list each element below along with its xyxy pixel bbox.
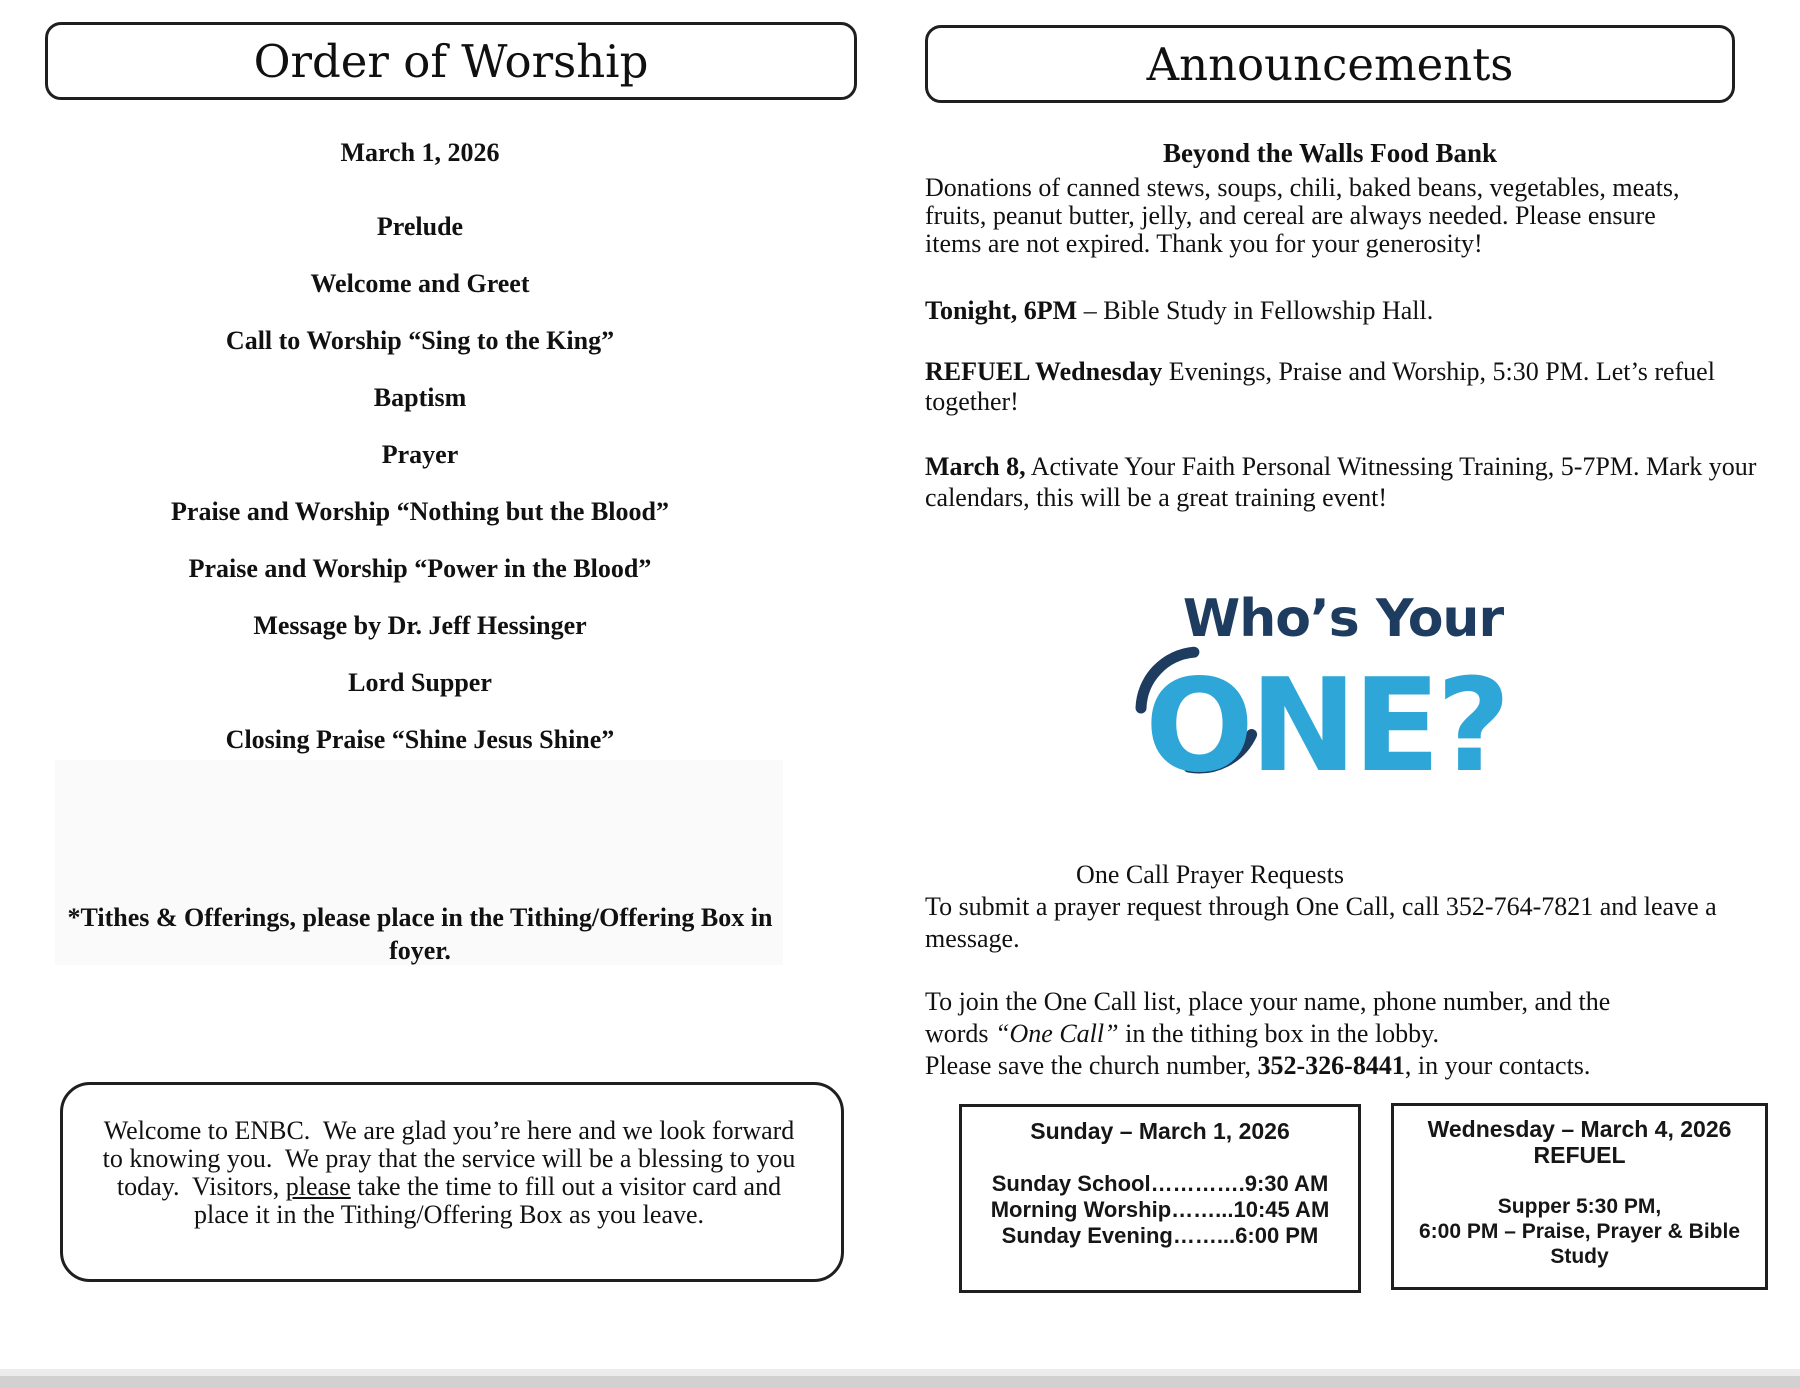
order-item: Welcome and Greet bbox=[310, 269, 530, 298]
logo-text-whos-your: Who’s Your bbox=[1182, 589, 1504, 649]
welcome-line: to knowing you. We pray that the service will be a blessing to you bbox=[102, 1144, 796, 1173]
schedule-row: Sunday Evening……...6:00 PM bbox=[1001, 1223, 1319, 1248]
order-item: Lord Supper bbox=[348, 668, 492, 697]
tonight-announcement bbox=[925, 296, 1765, 326]
schedule-row: 6:00 PM – Praise, Prayer & Bible bbox=[1419, 1220, 1740, 1243]
bottom-scrollbar-track[interactable] bbox=[0, 1376, 1800, 1388]
refuel-bold: REFUEL Wednesday bbox=[925, 357, 1163, 386]
welcome-line bbox=[70, 1173, 828, 1201]
order-item: Call to Worship “Sing to the King” bbox=[225, 326, 615, 355]
one-call-submit-paragraph: To submit a prayer request through One Call, call 352-764-7821 and leave a message. bbox=[925, 892, 1724, 953]
order-item: Message by Dr. Jeff Hessinger bbox=[253, 611, 587, 640]
wednesday-schedule-body bbox=[1394, 1194, 1765, 1269]
order-item: Prayer bbox=[381, 440, 459, 469]
wednesday-schedule-box bbox=[1391, 1103, 1768, 1290]
welcome-line: Welcome to ENBC. We are glad you’re here and we look forward bbox=[103, 1116, 795, 1145]
welcome-line3-pre: today. Visitors, bbox=[116, 1172, 286, 1201]
food-bank-line: Donations of canned stews, soups, chili, baked beans, vegetables, meats, bbox=[925, 173, 1680, 202]
order-item: Praise and Worship “Nothing but the Blood” bbox=[171, 497, 669, 526]
window-edge-highlight bbox=[0, 1369, 1800, 1376]
refuel-rest: Evenings, Praise and Worship, 5:30 PM. Let’s refuel together! bbox=[925, 357, 1722, 416]
wednesday-refuel-line: REFUEL bbox=[1533, 1142, 1626, 1168]
save-number-line bbox=[925, 1050, 1765, 1082]
tithes-note-line: foyer. bbox=[389, 936, 451, 965]
welcome-line3-post: take the time to fill out a visitor card and bbox=[350, 1172, 782, 1201]
march8-bold: March 8, bbox=[925, 452, 1026, 481]
tonight-rest: – Bible Study in Fellowship Hall. bbox=[1077, 296, 1434, 325]
refuel-announcement bbox=[925, 357, 1765, 417]
sunday-schedule-rows bbox=[962, 1171, 1358, 1249]
food-bank-paragraph bbox=[925, 174, 1765, 258]
join-l2-pre: words bbox=[925, 1019, 996, 1048]
order-item: Baptism bbox=[373, 383, 467, 412]
march8-announcement bbox=[925, 451, 1775, 513]
schedule-row: Study bbox=[1550, 1245, 1609, 1268]
church-phone-number: 352-326-8441 bbox=[1257, 1051, 1405, 1080]
food-bank-line: items are not expired. Thank you for your generosity! bbox=[925, 229, 1483, 258]
sunday-schedule-box bbox=[959, 1104, 1361, 1293]
schedule-row: Morning Worship……...10:45 AM bbox=[990, 1197, 1330, 1222]
order-of-worship-header-box bbox=[45, 22, 857, 100]
wednesday-schedule-title bbox=[1394, 1116, 1765, 1168]
save-pre: Please save the church number, bbox=[925, 1051, 1258, 1080]
food-bank-line: fruits, peanut butter, jelly, and cereal are always needed. Please ensure bbox=[925, 201, 1656, 230]
order-of-worship-title: Order of Worship bbox=[253, 34, 649, 88]
tithes-note-line: *Tithes & Offerings, please place in the Tithing/Offering Box in bbox=[67, 903, 773, 932]
tithes-note bbox=[40, 901, 800, 967]
tonight-bold: Tonight, 6PM bbox=[925, 296, 1078, 325]
join-l2-post: in the tithing box in the lobby. bbox=[1118, 1019, 1439, 1048]
join-line: To join the One Call list, place your name, phone number, and the bbox=[925, 987, 1611, 1016]
order-item: Praise and Worship “Power in the Blood” bbox=[188, 554, 652, 583]
welcome-message bbox=[70, 1117, 828, 1229]
one-call-heading: One Call Prayer Requests bbox=[1076, 860, 1344, 889]
welcome-please-underlined: please bbox=[285, 1172, 351, 1201]
food-bank-heading: Beyond the Walls Food Bank bbox=[1162, 138, 1498, 168]
whos-your-one-logo bbox=[1115, 578, 1555, 786]
service-date: March 1, 2026 bbox=[340, 138, 500, 167]
save-post: , in your contacts. bbox=[1404, 1051, 1591, 1080]
schedule-row: Sunday School………….9:30 AM bbox=[991, 1171, 1329, 1196]
order-item: Closing Praise “Shine Jesus Shine” bbox=[225, 725, 615, 754]
sunday-schedule-title: Sunday – March 1, 2026 bbox=[1030, 1118, 1290, 1144]
order-of-worship-list bbox=[40, 212, 800, 755]
join-l2-italic: “One Call” bbox=[995, 1019, 1119, 1048]
announcements-header-box bbox=[925, 25, 1735, 103]
order-item: Prelude bbox=[376, 212, 464, 241]
announcements-title: Announcements bbox=[1146, 37, 1514, 91]
logo-text-one: ONE? bbox=[1145, 652, 1507, 786]
one-call-join-paragraph bbox=[925, 986, 1765, 1082]
march8-rest: Activate Your Faith Personal Witnessing Training, 5-7PM. Mark your calendars, this will be a great training event! bbox=[925, 452, 1763, 512]
schedule-row: Supper 5:30 PM, bbox=[1497, 1195, 1662, 1218]
join-line bbox=[925, 1018, 1765, 1050]
wednesday-title-line: Wednesday – March 4, 2026 bbox=[1427, 1116, 1732, 1142]
welcome-line: place it in the Tithing/Offering Box as you leave. bbox=[193, 1200, 705, 1229]
